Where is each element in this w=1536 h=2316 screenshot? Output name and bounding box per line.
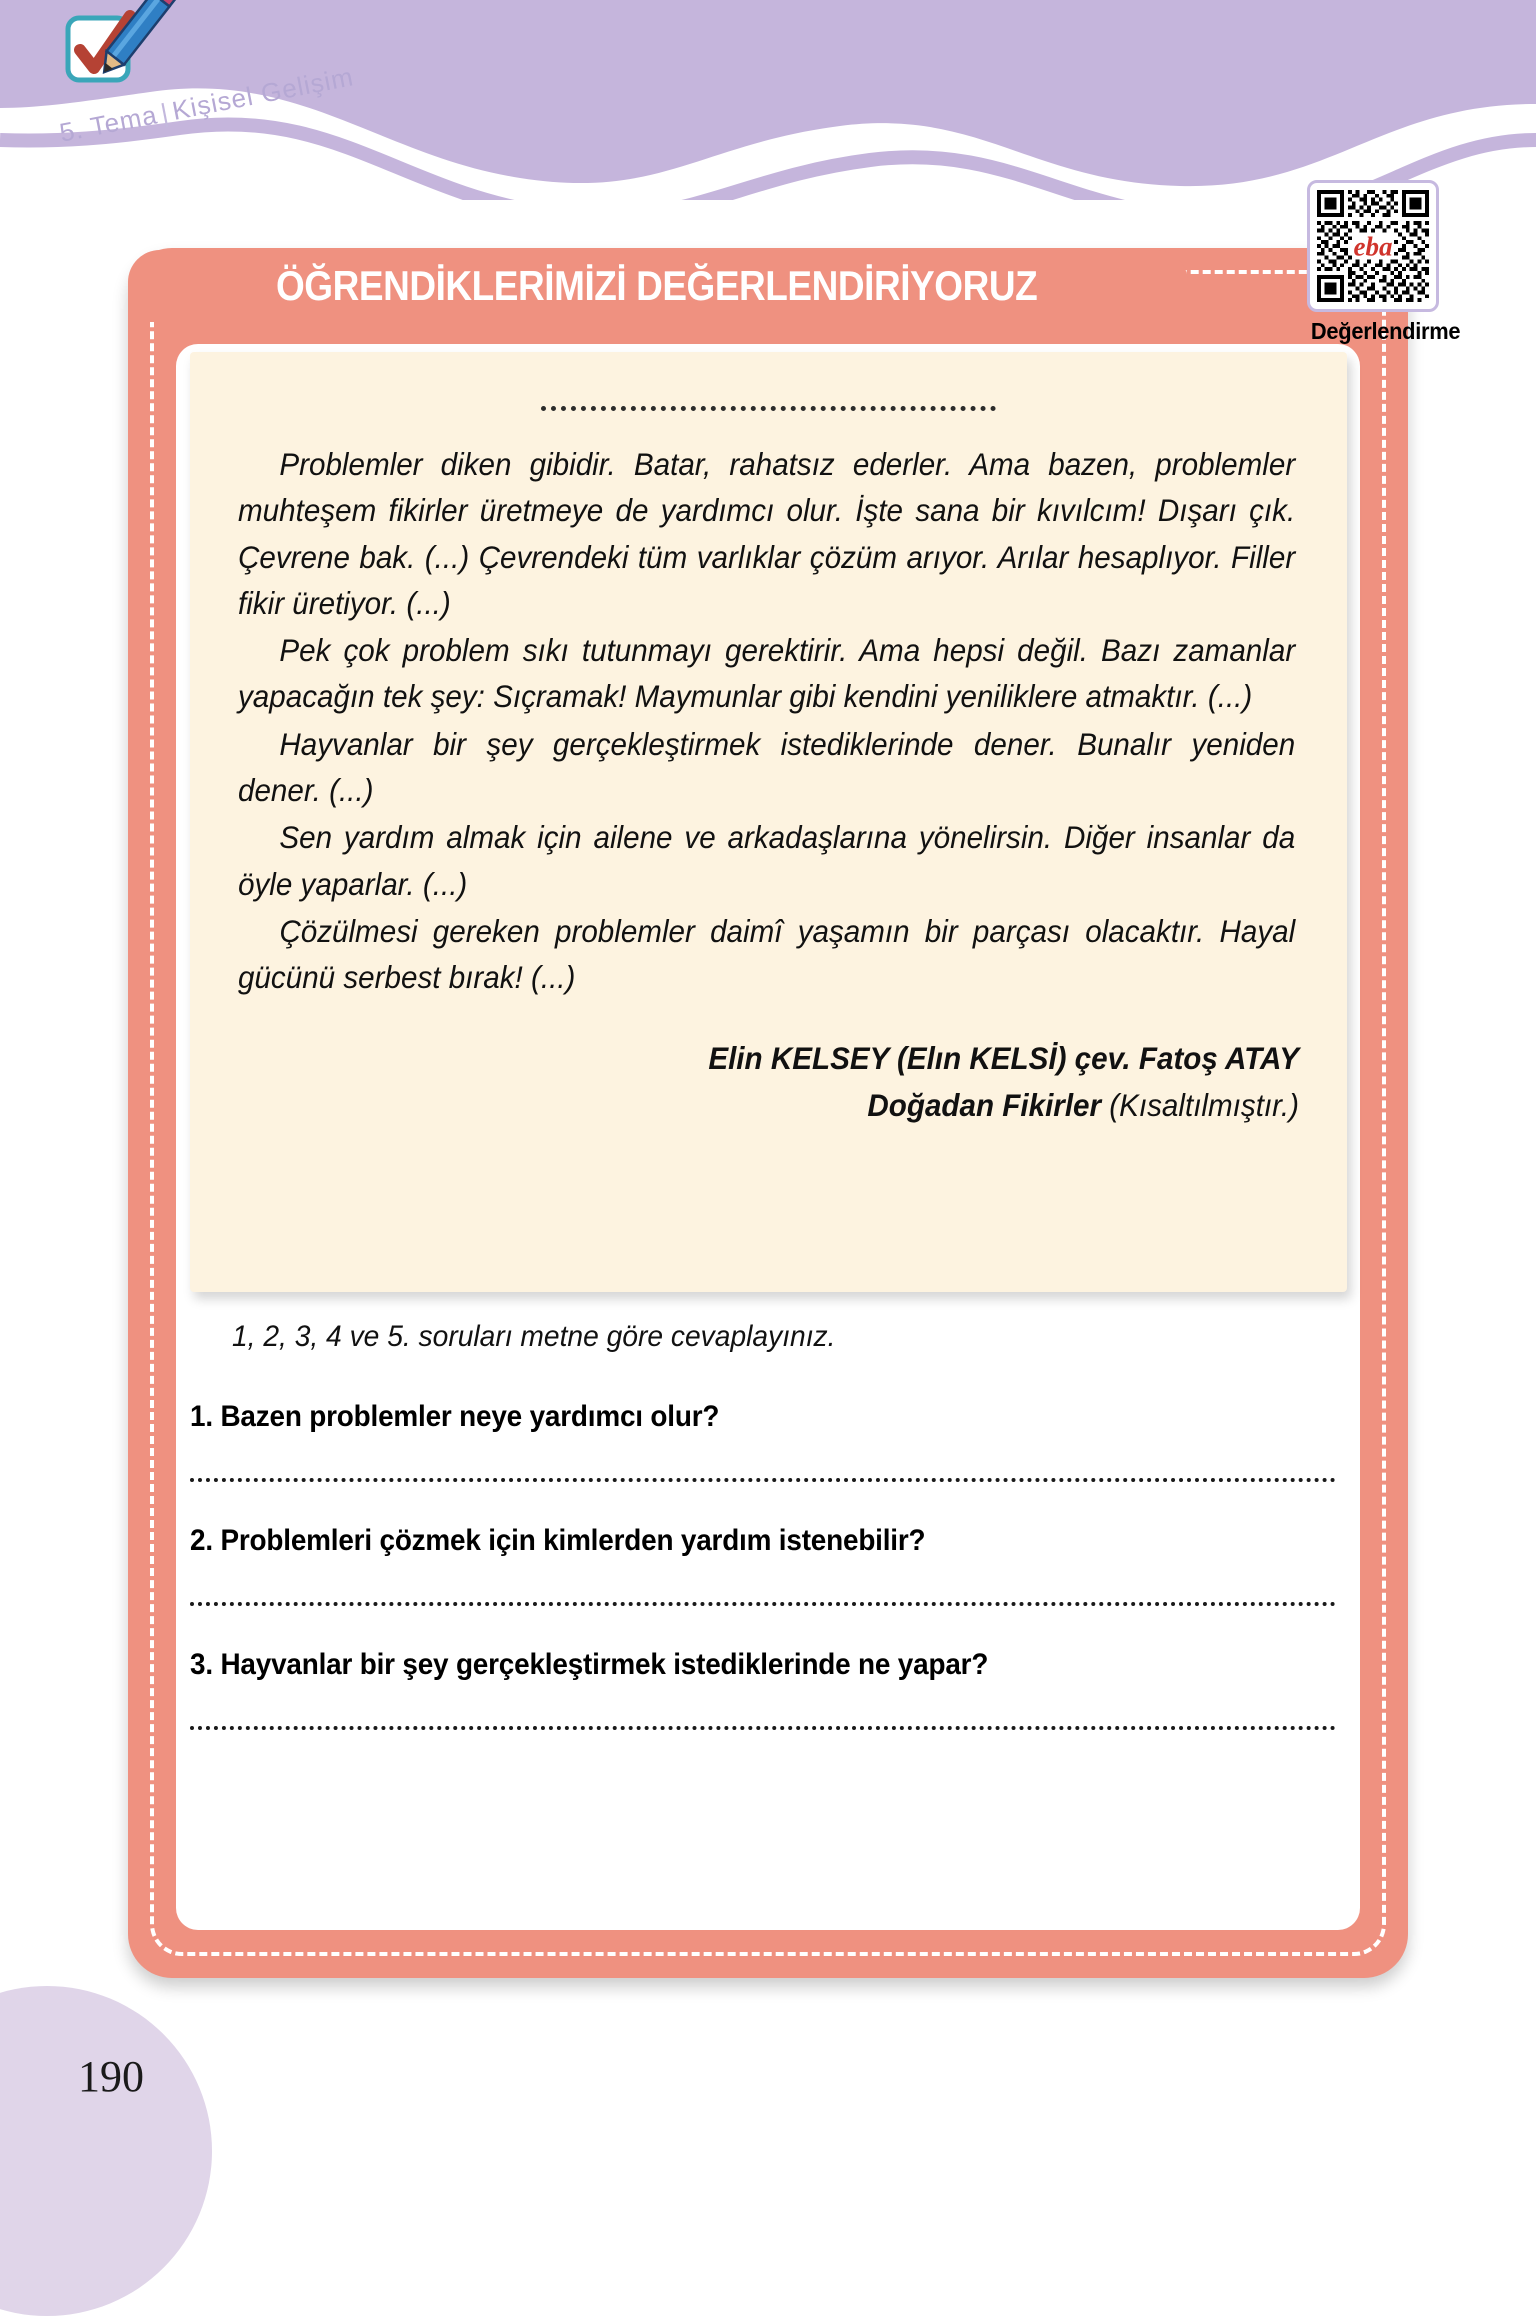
qr-code-image[interactable] <box>1307 180 1439 312</box>
checkbox-pencil-icon-group <box>50 0 180 92</box>
qr-code-block[interactable] <box>1307 180 1464 345</box>
question-item: 1. Bazen problemler neye yardımcı olur? <box>190 1400 720 1433</box>
source-attribution <box>302 1035 1299 1130</box>
page-number: 190 <box>78 2052 144 2101</box>
eba-logo-text: eba <box>1353 231 1393 262</box>
theme-name: Kişisel Gelişim <box>169 61 357 126</box>
breadcrumb-separator: | <box>158 97 172 129</box>
reading-paragraph: Hayvanlar bir şey gerçekleştirmek istediklerinde dener. Bunalır yeniden dener. (...) <box>238 725 1296 809</box>
abridged-note: (Kısaltılmıştır.) <box>1109 1086 1299 1123</box>
question-item: 3. Hayvanlar bir şey gerçekleştirmek istediklerinde ne yapar? <box>190 1648 989 1681</box>
theme-number: 5. Tema <box>57 99 160 148</box>
qr-code-label: Değerlendirme <box>1310 318 1461 344</box>
questions-section <box>190 1320 1350 1730</box>
page-number-background <box>0 1986 212 2316</box>
reading-paragraph: Problemler diken gibidir. Batar, rahatsız ederler. Ama bazen, problemler muhteşem fikirler üretmeye de yardımcı olur. İşte sana bir kıvılcım! Dışarı çık. Çevrene bak. (...) Çevrendeki tüm varlıklar çözüm arıyor. Arılar hesaplıyor. Filler fikir üretiyor. (...) <box>238 446 1296 621</box>
section-title-banner <box>128 250 1188 322</box>
section-title: ÖĞRENDİKLERİMİZİ DEĞERLENDİRİYORUZ <box>276 262 1038 309</box>
reading-text-box <box>190 352 1347 1292</box>
question-item: 2. Problemleri çözmek için kimlerden yardım istenebilir? <box>190 1524 926 1557</box>
answer-line[interactable] <box>190 1726 1336 1730</box>
book-title: Doğadan Fikirler <box>867 1086 1102 1123</box>
reading-paragraph: Sen yardım almak için ailene ve arkadaşlarına yönelirsin. Diğer insanlar da öyle yaparlar. (...) <box>238 819 1296 902</box>
title-blank-line[interactable] <box>541 406 996 411</box>
reading-paragraph: Çözülmesi gereken problemler daimî yaşamın bir parçası olacaktır. Hayal gücünü serbest bırak! (...) <box>238 912 1296 996</box>
author-name: Elin KELSEY (Elın KELSİ) çev. Fatoş ATAY <box>708 1039 1299 1076</box>
reading-paragraph: Pek çok problem sıkı tutunmayı gerektirir. Ama hepsi değil. Bazı zamanlar yapacağın tek şey: Sıçramak! Maymunlar gibi kendini yeniliklere atmaktır. (...) <box>238 632 1296 715</box>
questions-instruction: 1, 2, 3, 4 ve 5. soruları metne göre cevaplayınız. <box>232 1320 836 1353</box>
